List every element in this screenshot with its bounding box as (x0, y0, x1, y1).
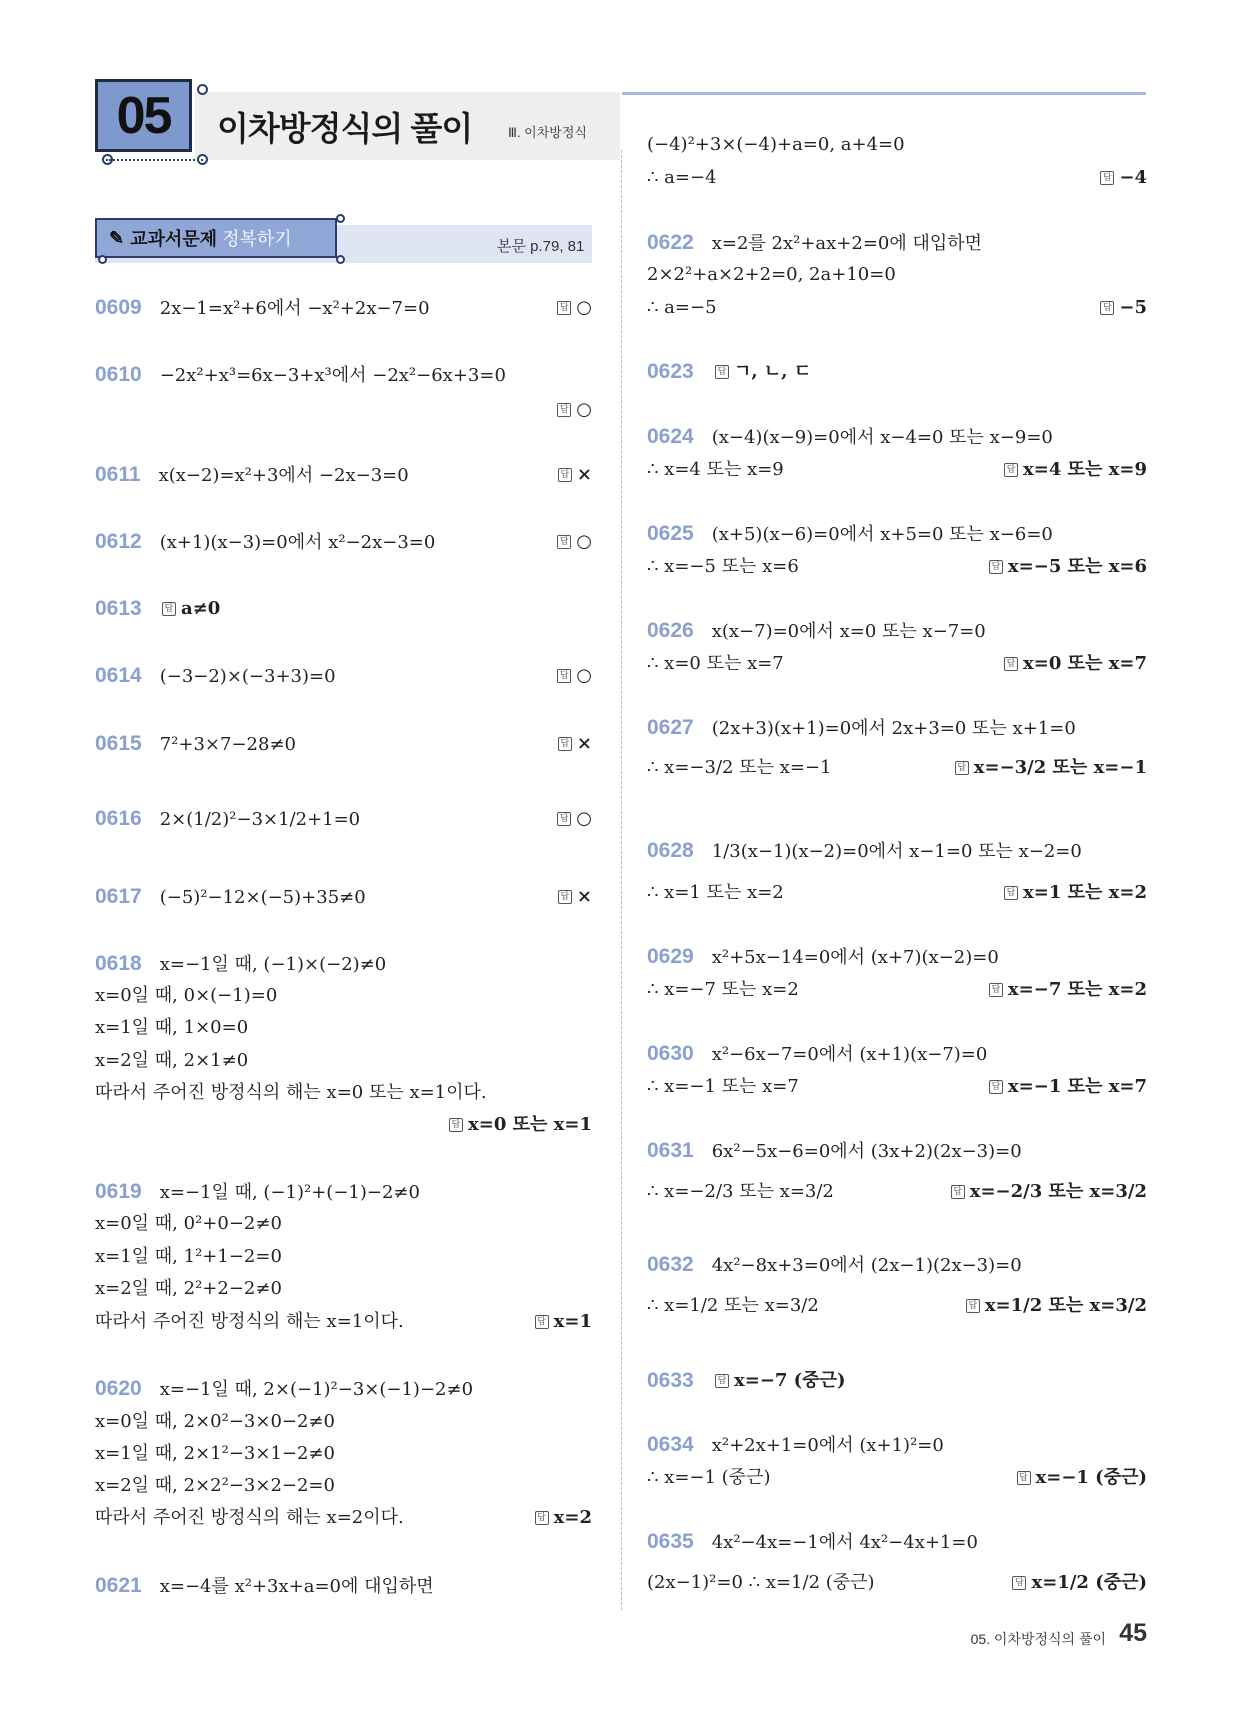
answer: 답 x=4 또는 x=9 (1004, 459, 1147, 481)
answer: 답 x=−7 (중근) (715, 1370, 846, 1392)
answer: 답 x=1 (535, 1311, 592, 1333)
solution-line: x=1일 때, 1×0=0 (95, 1017, 249, 1038)
footer-chapter-label: 05. 이차방정식의 풀이 (970, 1631, 1106, 1647)
answer: 답 x=−7 또는 x=2 (989, 979, 1147, 1001)
solution-line: 따라서 주어진 방정식의 해는 x=2이다. (95, 1507, 404, 1528)
answer: 답 −4 (1100, 167, 1147, 189)
solution-line: 0615 7²+3×7−28≠0 (95, 732, 296, 755)
solution-line: 0620 x=−1일 때, 2×(−1)²−3×(−1)−2≠0 (95, 1377, 474, 1400)
answer-icon: 답 (955, 761, 969, 775)
answer: 답 x=1/2 또는 x=3/2 (966, 1295, 1147, 1317)
answer-icon: 답 (558, 890, 572, 904)
solution-line: 0612 (x+1)(x−3)=0에서 x²−2x−3=0 (95, 530, 436, 553)
solution-line: 0631 6x²−5x−6=0에서 (3x+2)(2x−3)=0 (647, 1139, 1022, 1162)
solution-line: 0624 (x−4)(x−9)=0에서 x−4=0 또는 x−9=0 (647, 425, 1053, 448)
answer: 답 x=0 또는 x=7 (1004, 653, 1147, 675)
answer: 답 ㄱ, ㄴ, ㄷ (715, 361, 811, 383)
solution-line: 0629 x²+5x−14=0에서 (x+7)(x−2)=0 (647, 945, 999, 968)
answer-icon: 답 (951, 1185, 965, 1199)
answer: 답 x=1/2 (중근) (1012, 1572, 1147, 1594)
answer: 답 × (558, 464, 592, 486)
answer-icon: 답 (715, 365, 729, 379)
corner-dot-icon (197, 84, 208, 95)
answer: 답 x=−2/3 또는 x=3/2 (951, 1181, 1147, 1203)
answer-icon: 답 (535, 1315, 549, 1329)
solution-line: 0630 x²−6x−7=0에서 (x+1)(x−7)=0 (647, 1042, 988, 1065)
dotted-divider (106, 159, 203, 161)
solution-line: ∴ x=−1 또는 x=7 (647, 1076, 799, 1097)
solution-line: 0622 x=2를 2x²+ax+2=0에 대입하면 (647, 231, 983, 254)
column-divider (621, 150, 622, 1610)
answer: 답 x=−3/2 또는 x=−1 (955, 757, 1147, 779)
solution-line: 0626 x(x−7)=0에서 x=0 또는 x−7=0 (647, 619, 986, 642)
answer-icon: 답 (449, 1118, 463, 1132)
section-title-light: 정복하기 (222, 229, 292, 249)
solution-line: ∴ x=0 또는 x=7 (647, 653, 784, 674)
answer: 답 ○ (557, 531, 592, 553)
answer-icon: 답 (966, 1299, 980, 1313)
answer-icon: 답 (989, 983, 1003, 997)
solution-line: 0627 (2x+3)(x+1)=0에서 2x+3=0 또는 x+1=0 (647, 716, 1076, 739)
corner-dot-icon (336, 214, 345, 223)
solution-line: ∴ x=1 또는 x=2 (647, 882, 784, 903)
solution-line: ∴ x=−1 (중근) (647, 1467, 771, 1488)
solution-line: 0609 2x−1=x²+6에서 −x²+2x−7=0 (95, 296, 430, 319)
solution-line: ∴ x=−2/3 또는 x=3/2 (647, 1181, 834, 1202)
answer: 답 x=1 또는 x=2 (1004, 882, 1147, 904)
solution-line: 0613 (95, 597, 142, 620)
section-title (95, 218, 337, 258)
solution-line: 0616 2×(1/2)²−3×1/2+1=0 (95, 807, 361, 830)
answer: 답 ○ (557, 665, 592, 687)
solution-line: 0634 x²+2x+1=0에서 (x+1)²=0 (647, 1433, 944, 1456)
solution-line: ∴ x=−5 또는 x=6 (647, 556, 799, 577)
answer: 답 a≠0 (162, 598, 220, 620)
answer-icon: 답 (557, 669, 571, 683)
answer: 답 ○ (557, 808, 592, 830)
chapter-number: 05 (116, 86, 171, 145)
solution-line: ∴ x=4 또는 x=9 (647, 459, 784, 480)
solution-line: x=1일 때, 2×1²−3×1−2≠0 (95, 1443, 335, 1464)
answer-icon: 답 (1017, 1471, 1031, 1485)
page-number: 45 (1119, 1619, 1147, 1647)
solution-line: x=1일 때, 1²+1−2=0 (95, 1246, 282, 1267)
solution-line: ∴ a=−5 (647, 297, 717, 318)
answer: 답 x=2 (535, 1507, 592, 1529)
solution-line: 0621 x=−4를 x²+3x+a=0에 대입하면 (95, 1574, 434, 1597)
solution-line: x=2일 때, 2²+2−2≠0 (95, 1278, 282, 1299)
answer: 답 × (558, 733, 592, 755)
answer-icon: 답 (1100, 301, 1114, 315)
solution-line: x=0일 때, 0×(−1)=0 (95, 985, 278, 1006)
header-rule (622, 92, 1146, 95)
answer-icon: 답 (989, 1080, 1003, 1094)
section-title-bold: 교과서문제 (130, 229, 218, 249)
answer-icon: 답 (557, 301, 571, 315)
solution-line: 따라서 주어진 방정식의 해는 x=1이다. (95, 1311, 404, 1332)
solution-line: 0611 x(x−2)=x²+3에서 −2x−3=0 (95, 463, 409, 486)
solution-line: 따라서 주어진 방정식의 해는 x=0 또는 x=1이다. (95, 1082, 487, 1103)
answer: 답 x=0 또는 x=1 (449, 1114, 592, 1136)
solution-line: x=2일 때, 2×2²−3×2−2=0 (95, 1475, 335, 1496)
solution-line: x=0일 때, 0²+0−2≠0 (95, 1213, 282, 1234)
solution-line: ∴ a=−4 (647, 167, 717, 188)
solution-line: (−4)²+3×(−4)+a=0, a+4=0 (647, 134, 905, 155)
corner-dot-icon (336, 255, 345, 264)
solution-line: ∴ x=−7 또는 x=2 (647, 979, 799, 1000)
solution-line: 0623 (647, 360, 694, 383)
answer: 답 ○ (557, 399, 592, 421)
solution-line: 0635 4x²−4x=−1에서 4x²−4x+1=0 (647, 1530, 978, 1553)
answer-icon: 답 (1012, 1576, 1026, 1590)
answer: 답 −5 (1100, 297, 1147, 319)
solution-line: (2x−1)²=0 ∴ x=1/2 (중근) (647, 1572, 875, 1593)
answer-icon: 답 (715, 1374, 729, 1388)
answer: 답 ○ (557, 297, 592, 319)
answer-icon: 답 (557, 403, 571, 417)
solution-line: 0633 (647, 1369, 694, 1392)
chapter-title: 이차방정식의 풀이 (217, 110, 473, 147)
solution-line: 0619 x=−1일 때, (−1)²+(−1)−2≠0 (95, 1180, 420, 1203)
answer-icon: 답 (557, 535, 571, 549)
answer-icon: 답 (535, 1511, 549, 1525)
solution-line: 0618 x=−1일 때, (−1)×(−2)≠0 (95, 952, 387, 975)
solution-line: 2×2²+a×2+2=0, 2a+10=0 (647, 264, 896, 285)
page-reference: 본문 p.79, 81 (497, 238, 585, 255)
solution-line: 0610 −2x²+x³=6x−3+x³에서 −2x²−6x+3=0 (95, 363, 506, 386)
solution-line: ∴ x=1/2 또는 x=3/2 (647, 1295, 819, 1316)
answer-icon: 답 (558, 737, 572, 751)
answer: 답 x=−5 또는 x=6 (989, 556, 1147, 578)
solution-line: 0617 (−5)²−12×(−5)+35≠0 (95, 885, 366, 908)
answer: 답 x=−1 또는 x=7 (989, 1076, 1147, 1098)
corner-dot-icon (98, 255, 107, 264)
solution-line: x=0일 때, 2×0²−3×0−2≠0 (95, 1411, 335, 1432)
answer: 답 x=−1 (중근) (1017, 1467, 1148, 1489)
answer-icon: 답 (1004, 886, 1018, 900)
answer-icon: 답 (1100, 171, 1114, 185)
answer: 답 × (558, 886, 592, 908)
solution-line: 0628 1/3(x−1)(x−2)=0에서 x−1=0 또는 x−2=0 (647, 839, 1082, 862)
chapter-number-box (95, 79, 192, 152)
answer-icon: 답 (558, 468, 572, 482)
solution-line: 0632 4x²−8x+3=0에서 (2x−1)(2x−3)=0 (647, 1253, 1022, 1276)
answer-icon: 답 (1004, 463, 1018, 477)
solution-line: 0614 (−3−2)×(−3+3)=0 (95, 664, 336, 687)
answer-icon: 답 (989, 560, 1003, 574)
pencil-icon: ✎ (109, 227, 125, 248)
solution-line: 0625 (x+5)(x−6)=0에서 x+5=0 또는 x−6=0 (647, 522, 1053, 545)
solution-line: x=2일 때, 2×1≠0 (95, 1050, 249, 1071)
answer-icon: 답 (1004, 657, 1018, 671)
answer-icon: 답 (557, 812, 571, 826)
unit-label: Ⅲ. 이차방정식 (508, 125, 587, 140)
solution-line: ∴ x=−3/2 또는 x=−1 (647, 757, 832, 778)
answer-icon: 답 (162, 602, 176, 616)
